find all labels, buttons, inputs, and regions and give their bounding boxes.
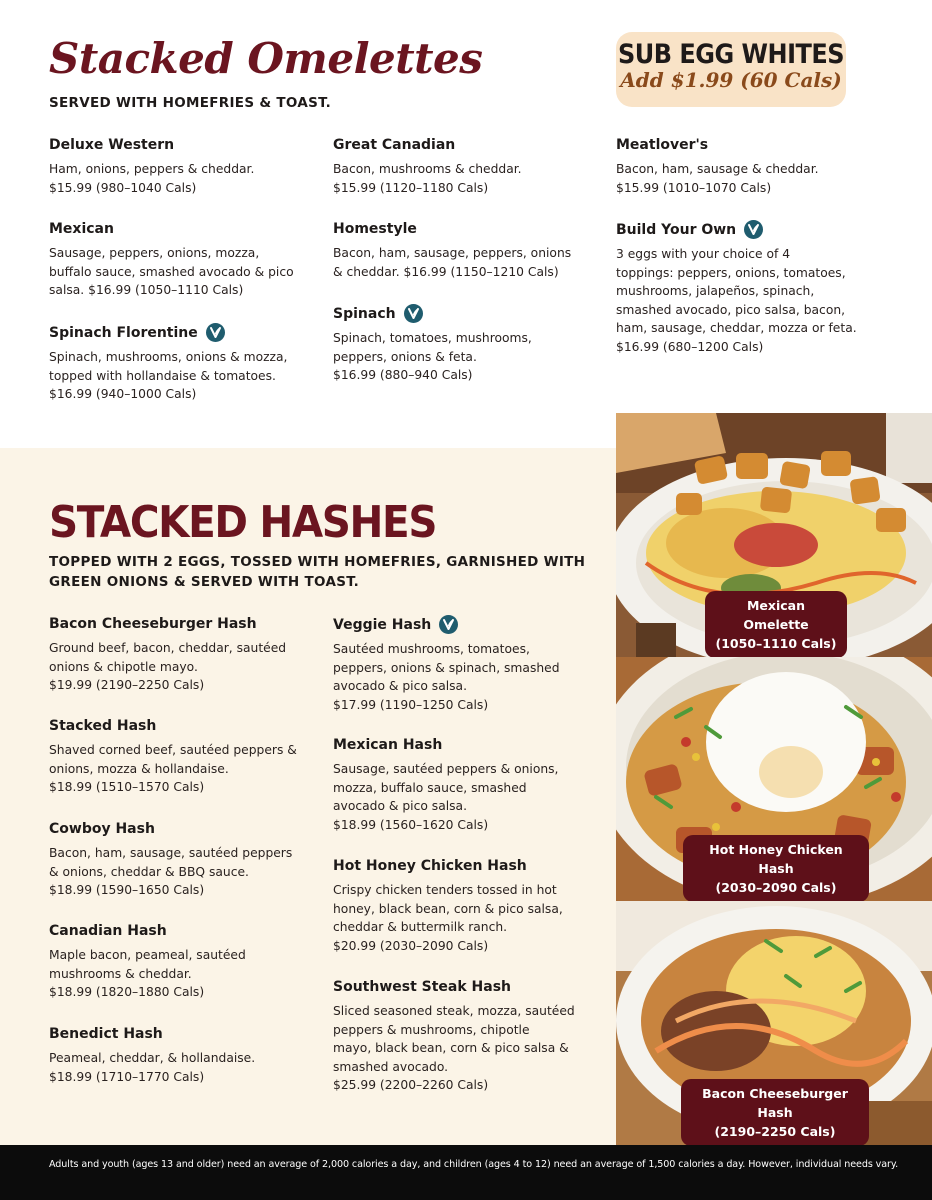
- bacon-cheeseburger-hash-photo: [616, 901, 932, 1145]
- item-desc: Bacon, ham, sausage, peppers, onions & cheddar. $16.99 (1150–1210 Cals): [333, 246, 572, 279]
- caption-cals: (2190–2250 Cals): [714, 1124, 836, 1139]
- hashes-title: STACKED HASHES: [49, 497, 437, 548]
- omelettes-subtitle: SERVED WITH HOMEFRIES & TOAST.: [49, 95, 332, 111]
- menu-item: [49, 717, 309, 797]
- item-desc: Shaved corned beef, sautéed peppers & onions, mozza & hollandaise. $18.99 (1510–1570 Cals): [49, 743, 297, 795]
- photo-caption: [705, 591, 847, 657]
- item-name: Spinach Florentine: [49, 323, 299, 342]
- item-desc: Maple bacon, peameal, sautéed mushrooms & cheddar. $18.99 (1820–1880 Cals): [49, 948, 246, 1000]
- menu-item: [49, 922, 309, 1002]
- item-name: Southwest Steak Hash: [333, 979, 512, 995]
- item-desc: Sliced seasoned steak, mozza, sautéed peppers & mushrooms, chipotle mayo, black bean, corn & pico salsa & smashed avocado. $25.99 (2200–2260 Cals): [333, 1004, 575, 1093]
- item-desc: Crispy chicken tenders tossed in hot honey, black bean, corn & pico salsa, cheddar & buttermilk ranch. $20.99 (2030–2090 Cals): [333, 883, 563, 953]
- item-desc: Peameal, cheddar, & hollandaise. $18.99 (1710–1770 Cals): [49, 1051, 256, 1084]
- item-desc: Sausage, sautéed peppers & onions, mozza, buffalo sauce, smashed avocado & pico salsa. $18.99 (1560–1620 Cals): [333, 762, 559, 832]
- caption-cals: (2030–2090 Cals): [715, 880, 837, 895]
- item-desc: Sausage, peppers, onions, mozza, buffalo sauce, smashed avocado & pico salsa. $16.99 (1050–1110 Cals): [49, 246, 294, 298]
- caption-cals: (1050–1110 Cals): [715, 636, 837, 651]
- menu-item: [49, 615, 309, 695]
- menu-item: [333, 220, 583, 281]
- item-desc: Ground beef, bacon, cheddar, sautéed onions & chipotle mayo. $19.99 (2190–2250 Cals): [49, 641, 287, 693]
- menu-item: [49, 136, 299, 197]
- vegetarian-icon: [744, 220, 763, 239]
- menu-item: [49, 323, 299, 404]
- item-name: Homestyle: [333, 221, 417, 237]
- menu-item: [616, 220, 876, 357]
- omelettes-title: Stacked Omelettes: [49, 34, 483, 83]
- photo-caption: [683, 835, 869, 901]
- item-name: Spinach: [333, 304, 583, 323]
- item-desc: Spinach, tomatoes, mushrooms, peppers, onions & feta. $16.99 (880–940 Cals): [333, 331, 532, 383]
- caption-name: Mexican Omelette: [743, 598, 809, 632]
- vegetarian-icon: [206, 323, 225, 342]
- item-desc: Spinach, mushrooms, onions & mozza, topped with hollandaise & tomatoes. $16.99 (940–1000 Cals): [49, 350, 288, 402]
- item-desc: Bacon, ham, sausage & cheddar. $15.99 (1010–1070 Cals): [616, 162, 819, 195]
- menu-item: [333, 304, 583, 385]
- badge-line2: Add $1.99 (60 Cals): [620, 68, 842, 92]
- item-desc: Ham, onions, peppers & cheddar. $15.99 (980–1040 Cals): [49, 162, 255, 195]
- photo-caption: [681, 1079, 869, 1145]
- mexican-omelette-photo: [616, 413, 932, 657]
- item-name: Benedict Hash: [49, 1026, 163, 1042]
- item-name: Veggie Hash: [333, 615, 593, 634]
- item-name: Mexican Hash: [333, 737, 443, 753]
- hashes-subtitle: TOPPED WITH 2 EGGS, TOSSED WITH HOMEFRIES, GARNISHED WITH GREEN ONIONS & SERVED WITH TOAST.: [49, 554, 586, 590]
- item-name: Mexican: [49, 221, 114, 237]
- item-name: Canadian Hash: [49, 923, 167, 939]
- item-name: Bacon Cheeseburger Hash: [49, 616, 257, 632]
- menu-item: [49, 820, 309, 900]
- menu-item: [333, 978, 593, 1095]
- caption-name: Hot Honey Chicken Hash: [709, 842, 843, 876]
- menu-item: [49, 220, 299, 300]
- menu-item: [333, 857, 593, 955]
- item-name: Cowboy Hash: [49, 821, 155, 837]
- item-name: Meatlover's: [616, 137, 709, 153]
- hot-honey-chicken-hash-photo: [616, 657, 932, 901]
- menu-item: [333, 736, 593, 834]
- item-name: Build Your Own: [616, 220, 876, 239]
- menu-item: [333, 136, 583, 197]
- item-name: Deluxe Western: [49, 137, 175, 153]
- item-desc: Bacon, mushrooms & cheddar. $15.99 (1120–1180 Cals): [333, 162, 522, 195]
- item-desc: 3 eggs with your choice of 4 toppings: peppers, onions, tomatoes, mushrooms, jalapeños, spinach, smashed avocado, pico salsa, bacon, ham, sausage, cheddar, mozza or feta. $16.99 (680–1200 Cals): [616, 247, 857, 354]
- menu-item: [49, 1025, 309, 1086]
- calorie-disclaimer: Adults and youth (ages 13 and older) need an average of 2,000 calories a day, and children (ages 4 to 12) need an average of 1,500 calories a day. However, individual needs vary.: [0, 1145, 932, 1200]
- menu-item: [333, 615, 593, 714]
- item-desc: Sautéed mushrooms, tomatoes, peppers, onions & spinach, smashed avocado & pico salsa. $17.99 (1190–1250 Cals): [333, 642, 560, 712]
- item-name: Hot Honey Chicken Hash: [333, 858, 527, 874]
- vegetarian-icon: [439, 615, 458, 634]
- vegetarian-icon: [404, 304, 423, 323]
- item-desc: Bacon, ham, sausage, sautéed peppers & onions, cheddar & BBQ sauce. $18.99 (1590–1650 Cals): [49, 846, 293, 898]
- menu-item: [616, 136, 866, 197]
- item-name: Great Canadian: [333, 137, 456, 153]
- caption-name: Bacon Cheeseburger Hash: [702, 1086, 848, 1120]
- badge-line1: SUB EGG WHITES: [617, 38, 845, 70]
- egg-whites-badge: [616, 32, 846, 107]
- item-name: Stacked Hash: [49, 718, 157, 734]
